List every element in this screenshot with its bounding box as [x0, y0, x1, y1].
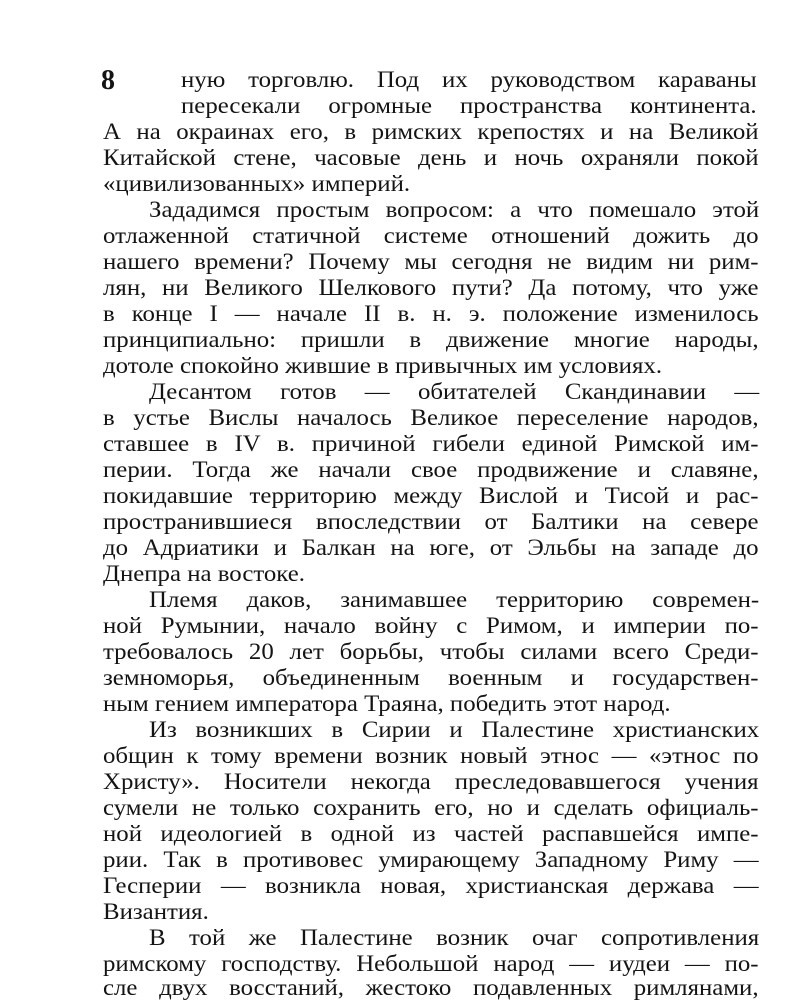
text-line: Днепра на востоке. — [103, 561, 306, 586]
text-line: в конце I — начале II в. н. э. положение изменилось — [103, 301, 759, 326]
text-line: лян, ни Великого Шелкового пути? Да потому, что уже — [103, 275, 759, 300]
text-line: ной Румынии, начало войну с Римом, и империи по- — [103, 613, 759, 638]
text-line: требовалось 20 лет борьбы, чтобы силами всего Среди- — [103, 639, 759, 664]
text-line: в устье Вислы началось Великое переселение народов, — [103, 405, 759, 430]
text-line: римскому господству. Небольшой народ — иудеи — по- — [103, 951, 759, 976]
text-line: Китайской стене, часовые день и ночь охраняли покой — [103, 145, 759, 170]
text-line: А на окраинах его, в римских крепостях и на Великой — [103, 119, 759, 144]
text-line: Из возникших в Сирии и Палестине христианских — [149, 717, 760, 742]
text-line: пересекали огромные пространства континента. — [181, 93, 757, 118]
text-line: земноморья, объединенным военным и государствен- — [103, 665, 759, 690]
text-line: Племя даков, занимавшее территорию современ- — [149, 587, 760, 612]
text-line: сле двух восстаний, жестоко подавленных римлянами, — [103, 975, 759, 1000]
text-line: Византия. — [103, 899, 209, 924]
text-line: Гесперии — возникла новая, христианская держава — — [103, 873, 759, 898]
text-line: отлаженной статичной системе отношений дожить до — [103, 223, 759, 248]
text-line: дотоле спокойно жившие в привычных им условиях. — [103, 353, 663, 378]
text-line: покидавшие территорию между Вислой и Тисой и рас- — [103, 483, 759, 508]
text-line: В той же Палестине возник очаг сопротивления — [149, 925, 760, 950]
text-line: до Адриатики и Балкан на юге, от Эльбы на западе до — [103, 535, 759, 560]
text-line: сумели не только сохранить его, но и сделать официаль- — [103, 795, 759, 820]
text-line: ной идеологией в одной из частей распавшейся импе- — [103, 821, 759, 846]
text-line: общин к тому времени возник новый этнос — «этнос по — [103, 743, 759, 768]
text-line: принципиально: пришли в движение многие народы, — [103, 327, 759, 352]
text-line: перии. Тогда же начали свое продвижение и славяне, — [103, 457, 759, 482]
text-line: нашего времени? Почему мы сегодня не видим ни рим- — [103, 249, 759, 274]
text-line: ным гением императора Траяна, победить этот народ. — [103, 691, 671, 716]
text-line: пространившиеся впоследствии от Балтики на севере — [103, 509, 759, 534]
text-line: ную торговлю. Под их руководством караваны — [181, 67, 757, 92]
text-line: Зададимся простым вопросом: а что помешало этой — [149, 197, 760, 222]
text-line: Десантом готов — обитателей Скандинавии — — [149, 379, 760, 404]
text-line: рии. Так в противовес умирающему Западному Риму — — [103, 847, 759, 872]
text-line: Христу». Носители некогда преследовавшегося учения — [103, 769, 759, 794]
page-number: 8 — [101, 65, 115, 96]
text-line: «цивилизованных» империй. — [103, 171, 411, 196]
text-line: ставшее в IV в. причиной гибели единой Римской им- — [103, 431, 759, 456]
